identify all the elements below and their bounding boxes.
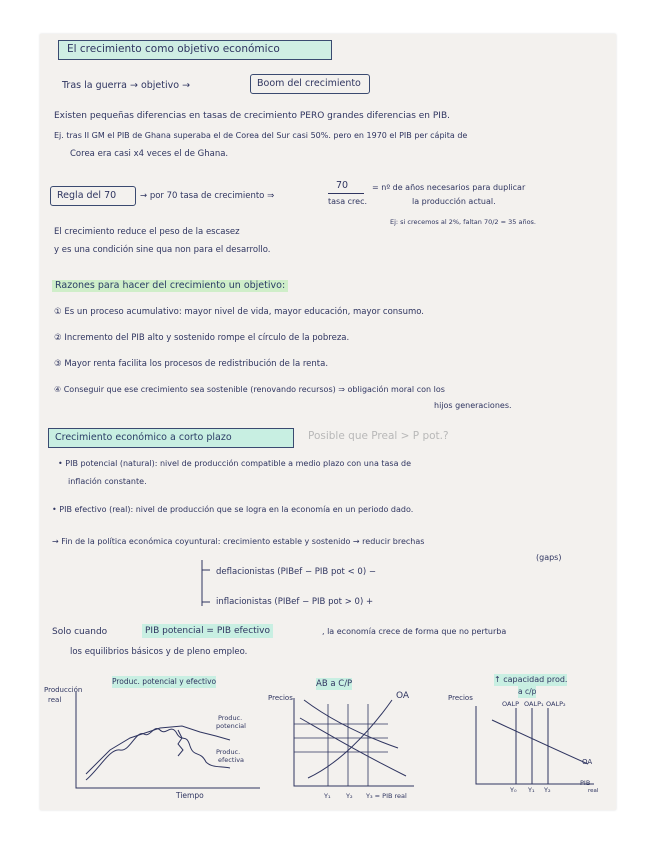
existen-line: Existen pequeñas diferencias en tasas de crecimiento PERO grandes diferencias en PIB. xyxy=(54,111,450,121)
graph1-efec-label-2: efectiva xyxy=(218,756,245,764)
regla-den: tasa crec. xyxy=(328,197,368,206)
graph3-curve-2: OALP₁ xyxy=(524,700,544,708)
graph1-pot-label-2: potencial xyxy=(216,722,246,730)
regla-arrow: → por 70 tasa de crecimiento ⇒ xyxy=(140,191,275,201)
boom-label: Boom del crecimiento xyxy=(257,78,361,89)
graph2-ylabel: Precios xyxy=(268,694,293,702)
graph1-plot xyxy=(70,688,270,798)
graph2-title: AB a C/P xyxy=(316,679,353,689)
razon-3: ③ Mayor renta facilita los procesos de redistribución de la renta. xyxy=(54,359,329,369)
graph2-plot xyxy=(288,694,418,794)
graph2-tick-3: Y₃ = PIB real xyxy=(366,792,407,800)
graph3-xlabel-2: real xyxy=(588,788,599,794)
graph3-xlabel-1: PIB xyxy=(580,779,591,787)
regla-num: 70 xyxy=(336,180,349,191)
graph1-title: Produc. potencial y efectivo xyxy=(112,677,217,686)
corto-grey-note: Posible que Preal > P pot.? xyxy=(308,430,449,442)
regla-label: Regla del 70 xyxy=(57,190,117,201)
graph3-title: ↑ capacidad prod. xyxy=(494,675,568,684)
graph3-tick-2: Y₁ xyxy=(528,786,535,794)
graph1-xlabel: Tiempo xyxy=(176,791,204,800)
gaps: (gaps) xyxy=(536,553,562,562)
razon-4: ④ Conseguir que ese crecimiento sea sostenible (renovando recursos) ⇒ obligación moral con los xyxy=(54,385,445,394)
graph3-ylabel: Precios xyxy=(448,694,473,702)
crec-line-1: El crecimiento reduce el peso de la escasez xyxy=(54,227,240,237)
page-title: El crecimiento como objetivo económico xyxy=(67,43,280,55)
solo-line-2: los equilibrios básicos y de pleno empleo. xyxy=(70,647,248,657)
graph3-curve-1: OALP xyxy=(502,700,519,708)
regla-box xyxy=(50,186,136,206)
regla-rhs-1: = nº de años necesarios para duplicar xyxy=(372,183,526,192)
regla-ej: Ej: si crecemos al 2%, faltan 70/2 = 35 años. xyxy=(390,218,537,226)
solo-post: , la economía crece de forma que no perturba xyxy=(322,627,507,636)
graph2-tick-1: Y₁ xyxy=(324,792,331,800)
ej-line-2: Corea era casi x4 veces el de Ghana. xyxy=(70,149,229,159)
fin-politica: → Fin de la política económica coyuntural: crecimiento estable y sostenido → reducir brechas xyxy=(52,537,425,546)
notebook-page xyxy=(40,34,616,810)
inflacionistas: inflacionistas (PIBef − PIB pot > 0) + xyxy=(216,597,374,607)
brace-lines xyxy=(196,558,212,610)
pib-potencial: • PIB potencial (natural): nivel de producción compatible a medio plazo con una tasa de xyxy=(58,459,412,468)
razon-2: ② Incremento del PIB alto y sostenido rompe el círculo de la pobreza. xyxy=(54,333,350,343)
graph1-pot-label-1: Produc. xyxy=(218,714,243,722)
graph3-subtitle: a c/p xyxy=(518,687,537,696)
graph1-ylabel-2: real xyxy=(48,696,62,704)
corto-title: Crecimiento económico a corto plazo xyxy=(55,432,232,443)
razon-1: ① Es un proceso acumulativo: mayor nivel de vida, mayor educación, mayor consumo. xyxy=(54,307,425,317)
graph3-oa: OA xyxy=(582,758,593,766)
regla-rhs-2: la producción actual. xyxy=(412,197,496,206)
fraction-bar xyxy=(328,193,364,194)
graph1-ylabel-1: Producción xyxy=(44,686,83,694)
solo-highlight: PIB potencial = PIB efectivo xyxy=(142,624,273,638)
ej-line-1: Ej. tras II GM el PIB de Ghana superaba el de Corea del Sur casi 50%. pero en 1970 el PIB per cápita de xyxy=(54,131,468,140)
tras-line: Tras la guerra → objetivo → xyxy=(62,80,191,91)
crec-line-2: y es una condición sine qua non para el desarrollo. xyxy=(54,245,271,255)
graph1-efec-label-1: Produc. xyxy=(216,748,241,756)
razones-title: Razones para hacer del crecimiento un objetivo: xyxy=(52,280,288,292)
graph3-curve-3: OALP₂ xyxy=(546,700,566,708)
corto-title-box xyxy=(48,428,294,448)
graph2-oa: OA xyxy=(396,691,410,701)
boom-box xyxy=(250,74,370,94)
graph3-tick-3: Y₂ xyxy=(544,786,551,794)
deflacionistas: deflacionistas (PIBef − PIB pot < 0) − xyxy=(216,567,376,577)
graph3-tick-1: Y₀ xyxy=(510,786,517,794)
pib-efectivo: • PIB efectivo (real): nivel de producción que se logra en la economía en un periodo dado. xyxy=(52,505,414,514)
title-box xyxy=(58,40,332,60)
graph3-plot xyxy=(472,704,602,790)
razon-4-cont: hijos generaciones. xyxy=(434,401,512,410)
pib-potencial-2: inflación constante. xyxy=(68,477,147,486)
graph2-tick-2: Y₂ xyxy=(346,792,353,800)
solo-pre: Solo cuando xyxy=(52,627,108,637)
